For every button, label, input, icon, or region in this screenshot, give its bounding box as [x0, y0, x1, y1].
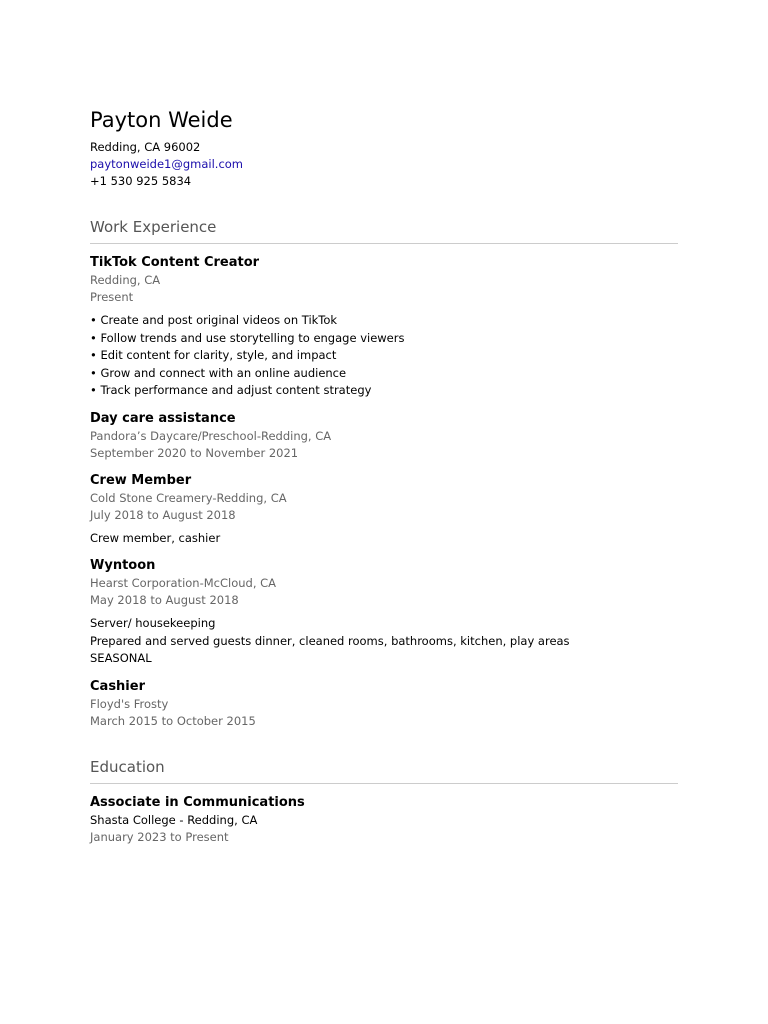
job-location: Cold Stone Creamery-Redding, CA	[90, 490, 287, 505]
job-dates: May 2018 to August 2018	[90, 593, 239, 607]
work-entry	[90, 678, 678, 730]
section-title-work-experience: Work Experience	[90, 217, 678, 244]
contact-location: Redding, CA 96002	[90, 140, 201, 154]
job-description-line: • Edit content for clarity, style, and impact	[90, 348, 337, 362]
job-location: Floyd's Frosty	[90, 696, 169, 711]
job-description-line: SEASONAL	[90, 651, 152, 665]
resume-header	[90, 105, 678, 190]
job-location: Pandora’s Daycare/Preschool-Redding, CA	[90, 428, 332, 443]
job-title: Day care assistance	[90, 410, 236, 426]
work-entry	[90, 557, 678, 668]
job-description-line: Crew member, cashier	[90, 530, 221, 545]
work-experience-section	[90, 217, 678, 730]
job-title: Crew Member	[90, 472, 192, 488]
job-description	[90, 312, 678, 400]
job-description-line: • Track performance and adjust content strategy	[90, 383, 372, 397]
job-dates: September 2020 to November 2021	[90, 445, 299, 460]
work-entry	[90, 254, 678, 400]
contact-phone: +1 530 925 5834	[90, 174, 192, 188]
job-description-line: • Create and post original videos on TikTok	[90, 313, 338, 327]
education-section	[90, 757, 678, 846]
job-dates: Present	[90, 290, 134, 304]
candidate-name: Payton Weide	[90, 108, 233, 132]
school-name: Shasta College - Redding, CA	[90, 812, 258, 827]
degree-title: Associate in Communications	[90, 794, 305, 810]
education-entry	[90, 794, 678, 846]
job-description	[90, 530, 678, 548]
job-description-line: • Follow trends and use storytelling to engage viewers	[90, 330, 405, 345]
work-entry	[90, 410, 678, 462]
education-dates: January 2023 to Present	[90, 829, 229, 844]
work-entry	[90, 472, 678, 548]
job-description-line: Server/ housekeeping	[90, 616, 216, 630]
job-location: Hearst Corporation-McCloud, CA	[90, 576, 277, 590]
job-description	[90, 615, 678, 668]
job-location: Redding, CA	[90, 273, 161, 287]
section-title-education: Education	[90, 757, 678, 784]
job-description-line: Prepared and served guests dinner, cleaned rooms, bathrooms, kitchen, play areas	[90, 633, 570, 648]
job-title: TikTok Content Creator	[90, 255, 260, 270]
job-dates: March 2015 to October 2015	[90, 713, 256, 728]
job-title: Wyntoon	[90, 558, 156, 573]
job-description-line: • Grow and connect with an online audience	[90, 365, 347, 380]
job-title: Cashier	[90, 678, 145, 694]
job-dates: July 2018 to August 2018	[90, 507, 236, 522]
contact-email-link[interactable]: paytonweide1@gmail.com	[90, 157, 244, 171]
